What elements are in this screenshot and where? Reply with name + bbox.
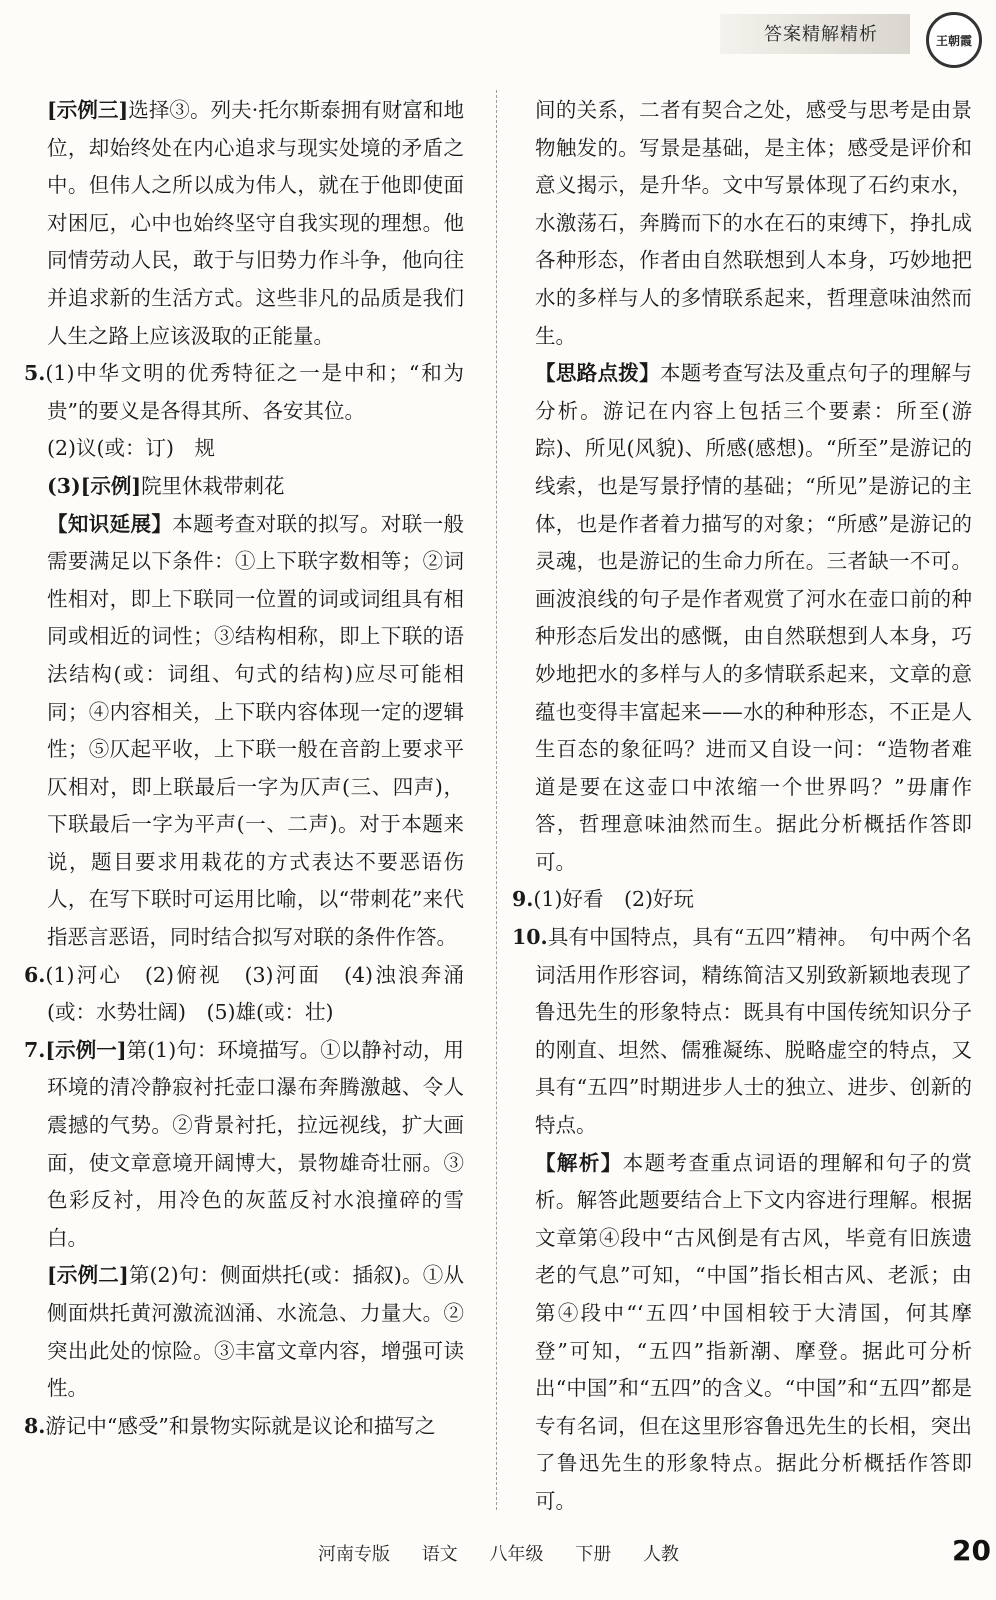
paragraph: 【解析】本题考查重点词语的理解和句子的赏析。解答此题要结合上下文内容进行理解。根据文章第④段中“古风倒是有古风，毕竟有旧族遗老的气息”可知，“中国”指长相古风、老派；由第④段中“‘五四’中国相较于大清国，何其摩登”可知，“五四”指新潮、摩登。据此可分析出“中国”和“五四”的含义。“中国”和“五四”都是专有名词，但在这里形容鲁迅先生的长相，突出了鲁迅先生的形象特点。据此分析概括作答即可。: [535, 1150, 973, 1513]
footer-edition: 河南专版: [318, 1544, 390, 1565]
paragraph: (3)[示例]院里休栽带刺花: [47, 473, 285, 498]
paragraph: 【知识延展】本题考查对联的拟写。对联一般需要满足以下条件：①上下联字数相等；②词性相对，即上下联同一位置的词或词组具有相同或相近的词性；③结构相称，即上下联的语法结构(或：词组、句式的结构)应尽可能相同；④内容相关，上下联内容体现一定的逻辑性；⑤仄起平收，上下联一般在音韵上要求平仄相对，即上联最后一字为仄声(三、四声)，下联最后一字为平声(一、二声)。对于本题来说，题目要求用栽花的方式表达不要恶语伤人，在写下联时可运用比喻，以“带刺花”来代指恶言恶语，同时结合拟写对联的条件作答。: [47, 511, 465, 950]
footer-publisher: 人教: [642, 1544, 679, 1565]
page-number: 20: [952, 1534, 991, 1567]
page-footer: [318, 1540, 718, 1566]
answer-9: 9.(1)好看 (2)好玩: [512, 887, 694, 912]
paragraph: (2)议(或：订) 规: [47, 436, 216, 461]
answer-10: 10.具有中国特点，具有“五四”精神。 句中两个名词活用作形容词，精练简洁又别致新颖地表现了鲁迅先生的形象特点：既具有中国传统知识分子的刚直、坦然、儒雅凝练、脱略虚空的特点，又具有“五四”时期进步人士的独立、进步、创新的特点。: [512, 925, 972, 1138]
footer-volume: 下册: [575, 1544, 612, 1565]
paragraph: [示例三]选择③。列夫·托尔斯泰拥有财富和地位，却始终处在内心追求与现实处境的矛盾之中。但伟人之所以成为伟人，就在于他即使面对困厄，心中也始终坚守自我实现的理想。他同情劳动人民，敢于与旧势力作斗争，他向往并追求新的生活方式。这些非凡的品质是我们人生之路上应该汲取的正能量。: [47, 98, 464, 348]
right-column: [512, 92, 972, 1521]
left-column: [24, 92, 464, 1445]
column-divider: [496, 90, 497, 1510]
paragraph: [示例二]第(2)句：侧面烘托(或：插叙)。①从侧面烘托黄河激流汹涌、水流急、力量大。②突出此处的惊险。③丰富文章内容，增强可读性。: [47, 1263, 464, 1401]
paragraph: 【思路点拨】本题考查写法及重点句子的理解与分析。游记在内容上包括三个要素：所至(游踪)、所见(风貌)、所感(感想)。“所至”是游记的线索，也是写景抒情的基础；“所见”是游记的主体，也是作者着力描写的对象；“所感”是游记的灵魂，也是游记的生命力所在。三者缺一不可。画波浪线的句子是作者观赏了河水在壶口前的种种形态后发出的感慨，由自然联想到人本身，巧妙地把水的多样与人的多情联系起来，文章的意蕴也变得丰富起来——水的种种形态，不正是人生百态的象征吗？进而又自设一问：“造物者难道是要在这壶口中浓缩一个世界吗？”毋庸作答，哲理意味油然而生。据此分析概括作答即可。: [535, 361, 973, 874]
answer-5: 5.(1)中华文明的优秀特征之一是中和；“和为贵”的要义是各得其所、各安其位。: [24, 361, 464, 423]
answer-6: 6.(1)河心 (2)俯视 (3)河面 (4)浊浪奔涌(或：水势壮阔) (5)雄(或：壮): [24, 962, 464, 1025]
logo-text: 王朝霞: [935, 33, 972, 48]
paragraph: 间的关系，二者有契合之处，感受与思考是由景物触发的。写景是基础，是主体；感受是评价和意义揭示，是升华。文中写景体现了石约束水，水激荡石，奔腾而下的水在石的束缚下，挣扎成各种形态，作者由自然联想到人本身，巧妙地把水的多样与人的多情联系起来，哲理意味油然而生。: [535, 98, 972, 348]
brand-logo: [926, 12, 982, 68]
header-title: 答案精解精析: [764, 24, 878, 45]
answer-7: 7.[示例一]第(1)句：环境描写。①以静衬动，用环境的清冷静寂衬托壶口瀑布奔腾激越、令人震撼的气势。②背景衬托，拉远视线，扩大画面，使文章意境开阔博大，景物雄奇壮丽。③色彩反衬，用冷色的灰蓝反衬水浪撞碎的雪白。: [24, 1037, 464, 1250]
footer-grade: 八年级: [489, 1544, 544, 1565]
answer-8: 8.游记中“感受”和景物实际就是议论和描写之: [24, 1413, 436, 1438]
footer-subject: 语文: [421, 1544, 458, 1565]
